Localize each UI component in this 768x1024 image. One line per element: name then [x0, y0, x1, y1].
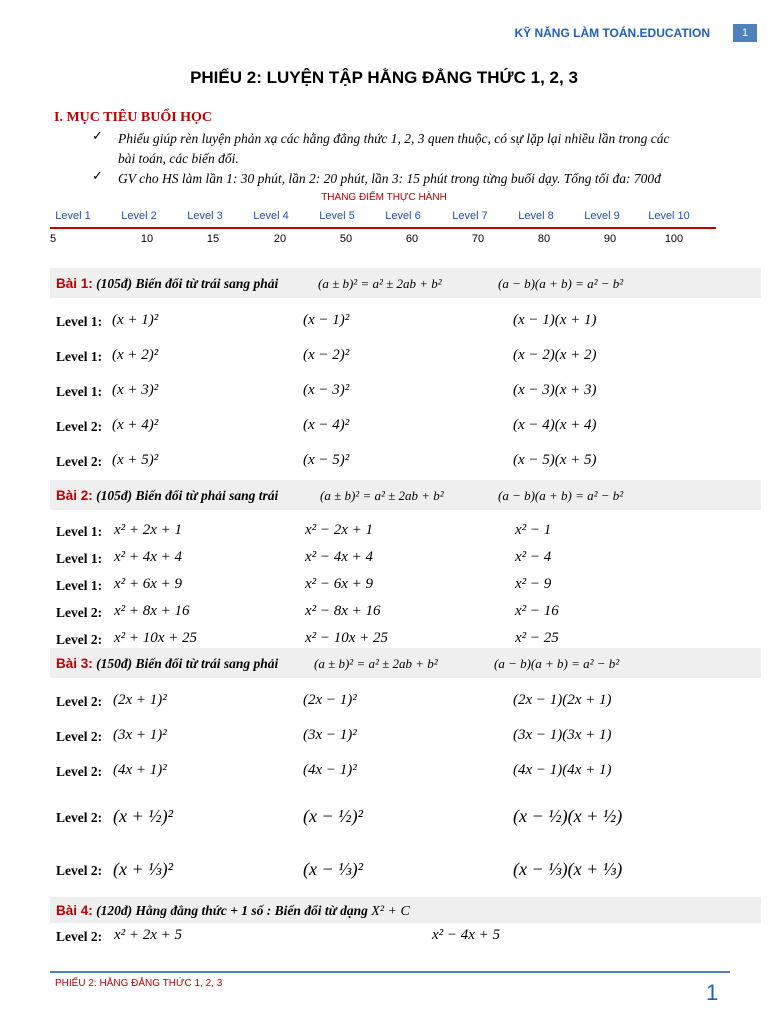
exercise-number: Bài 1:: [56, 276, 93, 291]
scale-points: 80: [537, 233, 551, 245]
formula-square: (a ± b)² = a² ± 2ab + b²: [314, 656, 438, 671]
level-label: Level 2:: [56, 929, 103, 944]
level-label: Level 1:: [56, 551, 103, 566]
level-label: Level 2:: [56, 419, 103, 434]
footer-text: PHIẾU 2: HẰNG ĐẲNG THỨC 1, 2, 3: [55, 978, 223, 989]
expression: x² + 10x + 25: [114, 630, 198, 646]
scale-points: 15: [206, 233, 220, 245]
level-label: Level 1:: [56, 314, 103, 329]
expression: (x − 5)(x + 5): [513, 452, 597, 468]
expression: (x − 5)²: [303, 452, 350, 468]
level-label: Level 2:: [56, 764, 103, 779]
expression: (x − 4)²: [303, 417, 350, 433]
expression: (4x − 1)²: [303, 762, 357, 778]
exercise-text: (105đ) Biến đổi từ trái sang phải: [96, 276, 279, 291]
expression: x² − 9: [515, 576, 552, 592]
expression: (x + 3)²: [112, 382, 159, 398]
expression: x² + 6x + 9: [114, 576, 183, 592]
level-label: Level 2:: [56, 729, 103, 744]
scale-level: Level 6: [385, 210, 421, 222]
exercise-number: Bài 2:: [56, 488, 93, 503]
expression: x² + 2x + 5: [114, 927, 183, 943]
exercise-4-heading: [56, 903, 410, 920]
exercise-3-heading: [56, 656, 278, 672]
scale-points: 60: [405, 233, 419, 245]
scale-title: THANG ĐIỂM THỰC HÀNH: [321, 192, 447, 203]
expression: (x − ⅓)²: [303, 859, 364, 879]
scale-level: Level 3: [187, 210, 223, 222]
expression: x² − 6x + 9: [305, 576, 374, 592]
expression: (x − 4)(x + 4): [513, 417, 597, 433]
expression: x² − 4x + 5: [432, 927, 501, 943]
scale-level: Level 1: [55, 210, 91, 222]
expression: (x − 1)(x + 1): [513, 312, 597, 328]
scale-divider: [50, 227, 716, 229]
page-title: PHIẾU 2: LUYỆN TẬP HẰNG ĐẲNG THỨC 1, 2, 3: [190, 68, 578, 87]
scale-points: 20: [273, 233, 287, 245]
expression: x² + 8x + 16: [114, 603, 190, 619]
expression: (x − 3)(x + 3): [513, 382, 597, 398]
expression: (2x − 1)(2x + 1): [513, 692, 612, 708]
level-label: Level 2:: [56, 454, 103, 469]
expression: x² + 2x + 1: [114, 522, 183, 538]
expression: (4x − 1)(4x + 1): [513, 762, 612, 778]
scale-points: 90: [603, 233, 617, 245]
level-label: Level 2:: [56, 863, 103, 878]
scale-points: 50: [339, 233, 353, 245]
expression: (3x − 1)(3x + 1): [513, 727, 612, 743]
expression: (x + 2)²: [112, 347, 159, 363]
expression: (x + ⅓)²: [113, 859, 174, 879]
formula-difference: (a − b)(a + b) = a² − b²: [498, 488, 624, 503]
header-page-number: 1: [733, 24, 757, 42]
expression: (2x + 1)²: [113, 692, 167, 708]
scale-level: Level 9: [584, 210, 620, 222]
exercise-text: (105đ) Biến đổi từ phải sang trái: [96, 488, 279, 503]
expression: (4x + 1)²: [113, 762, 167, 778]
expression: (2x − 1)²: [303, 692, 357, 708]
level-label: Level 2:: [56, 632, 103, 647]
expression: (x − ½)(x + ½): [513, 806, 623, 826]
exercise-number: Bài 3:: [56, 656, 93, 671]
expression: (x − ½)²: [303, 806, 364, 826]
expression: (x − 3)²: [303, 382, 350, 398]
formula-square: (a ± b)² = a² ± 2ab + b²: [320, 488, 444, 503]
footer-divider: [50, 971, 730, 973]
expression: (x + 5)²: [112, 452, 159, 468]
check-icon: ✓: [92, 128, 103, 143]
expression: x² + 4x + 4: [114, 549, 183, 565]
level-label: Level 2:: [56, 605, 103, 620]
section-heading: I. MỤC TIÊU BUỔI HỌC: [54, 110, 213, 125]
scale-level: Level 8: [518, 210, 554, 222]
form-expression: X² + C: [371, 904, 410, 919]
expression: (x − 2)(x + 2): [513, 347, 597, 363]
level-label: Level 2:: [56, 694, 103, 709]
bullet-2: GV cho HS làm lần 1: 30 phút, lần 2: 20 phút, lần 3: 15 phút trong từng buổi dạy. Tổng tối đa: 700đ: [118, 171, 661, 186]
bullet-1: Phiếu giúp rèn luyện phản xạ các hằng đẳng thức 1, 2, 3 quen thuộc, có sự lặp lại nhiều lần trong các: [118, 131, 670, 146]
expression: (3x − 1)²: [303, 727, 357, 743]
level-label: Level 2:: [56, 810, 103, 825]
expression: x² − 16: [515, 603, 559, 619]
expression: (x + ½)²: [113, 806, 174, 826]
check-icon: ✓: [92, 168, 103, 183]
expression: (3x + 1)²: [113, 727, 167, 743]
scale-points: 5: [49, 233, 57, 245]
expression: (x + 4)²: [112, 417, 159, 433]
expression: x² − 8x + 16: [305, 603, 381, 619]
scale-level: Level 10: [648, 210, 690, 222]
exercise-2-heading: [56, 488, 278, 504]
exercise-text: (120đ) Hằng đẳng thức + 1 số : Biến đổi từ dạng: [96, 903, 368, 918]
scale-points: 70: [471, 233, 485, 245]
scale-level: Level 4: [253, 210, 289, 222]
exercise-number: Bài 4:: [56, 903, 93, 918]
formula-difference: (a − b)(a + b) = a² − b²: [494, 656, 620, 671]
expression: (x − 2)²: [303, 347, 350, 363]
footer-page-number: 1: [706, 980, 719, 1005]
scale-level: Level 7: [452, 210, 488, 222]
expression: (x − 1)²: [303, 312, 350, 328]
expression: (x − ⅓)(x + ⅓): [513, 859, 623, 879]
scale-points: 10: [140, 233, 154, 245]
exercise-text: (150đ) Biến đổi từ trái sang phải: [96, 656, 279, 671]
level-label: Level 1:: [56, 349, 103, 364]
expression: x² − 4: [515, 549, 552, 565]
expression: x² − 1: [515, 522, 552, 538]
scale-points: 100: [664, 233, 684, 245]
formula-difference: (a − b)(a + b) = a² − b²: [498, 276, 624, 291]
level-label: Level 1:: [56, 578, 103, 593]
expression: (x + 1)²: [112, 312, 159, 328]
expression: x² − 4x + 4: [305, 549, 374, 565]
expression: x² − 10x + 25: [305, 630, 389, 646]
exercise-1-heading: [56, 276, 278, 292]
bullet-1-cont: bài toán, các biến đổi.: [118, 151, 239, 166]
formula-square: (a ± b)² = a² ± 2ab + b²: [318, 276, 442, 291]
level-label: Level 1:: [56, 384, 103, 399]
scale-level: Level 5: [319, 210, 355, 222]
expression: x² − 2x + 1: [305, 522, 374, 538]
header-brand: KỸ NĂNG LÀM TOÁN.EDUCATION: [514, 26, 710, 40]
level-label: Level 1:: [56, 524, 103, 539]
expression: x² − 25: [515, 630, 559, 646]
scale-level: Level 2: [121, 210, 157, 222]
